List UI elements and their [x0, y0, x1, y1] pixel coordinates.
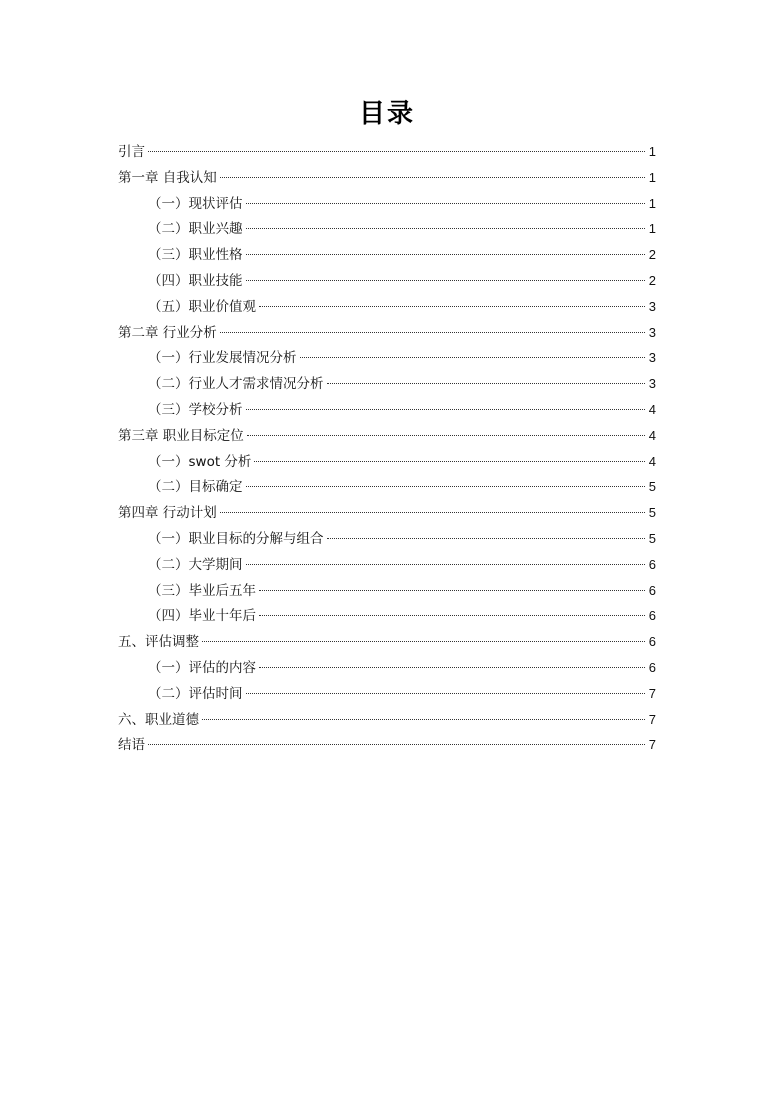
toc-entry-label: 第一章 自我认知 — [118, 169, 217, 186]
toc-dot-leader — [246, 486, 645, 487]
toc-entry-label: （一）职业目标的分解与组合 — [148, 530, 324, 547]
toc-entry-label: （四）职业技能 — [148, 272, 243, 289]
toc-dot-leader — [246, 203, 645, 204]
toc-dot-leader — [220, 512, 645, 513]
toc-entry-page-number: 4 — [648, 401, 656, 417]
toc-entry-page-number: 1 — [648, 195, 656, 211]
toc-dot-leader — [300, 357, 645, 358]
toc-entry-label: （二）大学期间 — [148, 556, 243, 573]
toc-entry-page-number: 6 — [648, 582, 656, 598]
toc-entry-page-number: 2 — [648, 272, 656, 288]
toc-entry[interactable] — [118, 707, 656, 733]
toc-entry[interactable] — [118, 681, 656, 707]
toc-entry[interactable] — [118, 578, 656, 604]
toc-entry-page-number: 3 — [648, 376, 656, 392]
toc-entry-page-number: 3 — [648, 350, 656, 366]
toc-entry-label: 第三章 职业目标定位 — [118, 427, 244, 444]
toc-entry-page-number: 1 — [648, 221, 656, 237]
toc-entry-label: （三）学校分析 — [148, 401, 243, 418]
table-of-contents — [118, 139, 656, 758]
toc-entry[interactable] — [118, 500, 656, 526]
toc-entry-page-number: 6 — [648, 556, 656, 572]
toc-entry[interactable] — [118, 294, 656, 320]
toc-dot-leader — [246, 280, 645, 281]
toc-entry[interactable] — [118, 345, 656, 371]
toc-entry-page-number: 6 — [648, 659, 656, 675]
toc-dot-leader — [259, 615, 645, 616]
toc-entry-label: 五、评估调整 — [118, 634, 199, 651]
toc-entry-label: 结语 — [118, 737, 145, 754]
toc-entry-page-number: 3 — [648, 324, 656, 340]
toc-entry[interactable] — [118, 165, 656, 191]
toc-entry-label: （一）现状评估 — [148, 195, 243, 212]
toc-entry-label: （四）毕业十年后 — [148, 608, 256, 625]
toc-entry-label: 第四章 行动计划 — [118, 505, 217, 522]
toc-entry-page-number: 5 — [648, 479, 656, 495]
toc-entry-page-number: 5 — [648, 505, 656, 521]
toc-dot-leader — [327, 383, 645, 384]
toc-entry-page-number: 2 — [648, 247, 656, 263]
toc-entry[interactable] — [118, 603, 656, 629]
toc-entry-page-number: 5 — [648, 530, 656, 546]
toc-entry[interactable] — [118, 242, 656, 268]
toc-entry-label: （三）职业性格 — [148, 247, 243, 264]
toc-dot-leader — [246, 693, 645, 694]
toc-entry-label: 六、职业道德 — [118, 711, 199, 728]
toc-dot-leader — [327, 538, 645, 539]
toc-dot-leader — [247, 435, 645, 436]
toc-dot-leader — [259, 306, 645, 307]
toc-entry-page-number: 7 — [648, 737, 656, 753]
toc-entry-label: （一）行业发展情况分析 — [148, 350, 297, 367]
toc-entry[interactable] — [118, 655, 656, 681]
toc-entry[interactable] — [118, 216, 656, 242]
toc-entry-label: （三）毕业后五年 — [148, 582, 256, 599]
toc-entry-label: （五）职业价值观 — [148, 298, 256, 315]
toc-dot-leader — [220, 177, 645, 178]
toc-entry[interactable] — [118, 320, 656, 346]
toc-entry[interactable] — [118, 423, 656, 449]
toc-entry[interactable] — [118, 732, 656, 758]
toc-entry-label: （二）职业兴趣 — [148, 221, 243, 238]
toc-entry-page-number: 7 — [648, 711, 656, 727]
toc-entry[interactable] — [118, 397, 656, 423]
toc-entry[interactable] — [118, 629, 656, 655]
toc-dot-leader — [259, 590, 645, 591]
toc-entry-label: （二）目标确定 — [148, 479, 243, 496]
toc-entry[interactable] — [118, 139, 656, 165]
toc-entry[interactable] — [118, 552, 656, 578]
toc-entry-label: （一）swot 分析 — [148, 453, 252, 470]
toc-entry-page-number: 6 — [648, 608, 656, 624]
toc-entry[interactable] — [118, 526, 656, 552]
toc-entry-page-number: 3 — [648, 298, 656, 314]
toc-entry[interactable] — [118, 449, 656, 475]
toc-entry[interactable] — [118, 191, 656, 217]
toc-entry-page-number: 1 — [648, 169, 656, 185]
toc-entry-label: （二）行业人才需求情况分析 — [148, 376, 324, 393]
toc-dot-leader — [246, 564, 645, 565]
toc-entry-page-number: 7 — [648, 685, 656, 701]
toc-dot-leader — [148, 744, 645, 745]
toc-entry-label: （一）评估的内容 — [148, 659, 256, 676]
toc-dot-leader — [254, 461, 644, 462]
toc-dot-leader — [220, 332, 645, 333]
toc-dot-leader — [259, 667, 645, 668]
toc-entry[interactable] — [118, 371, 656, 397]
toc-dot-leader — [246, 409, 645, 410]
toc-entry-label: 第二章 行业分析 — [118, 324, 217, 341]
toc-entry-page-number: 4 — [648, 453, 656, 469]
toc-entry-label: 引言 — [118, 144, 145, 160]
toc-entry-label: （二）评估时间 — [148, 685, 243, 702]
toc-entry-page-number: 1 — [648, 144, 656, 159]
toc-dot-leader — [246, 254, 645, 255]
page-title: 目录 — [358, 99, 415, 129]
toc-entry[interactable] — [118, 474, 656, 500]
toc-dot-leader — [202, 719, 645, 720]
toc-dot-leader — [148, 151, 645, 152]
toc-dot-leader — [202, 641, 645, 642]
toc-entry-page-number: 6 — [648, 634, 656, 650]
toc-entry-page-number: 4 — [648, 427, 656, 443]
toc-dot-leader — [246, 228, 645, 229]
toc-entry[interactable] — [118, 268, 656, 294]
